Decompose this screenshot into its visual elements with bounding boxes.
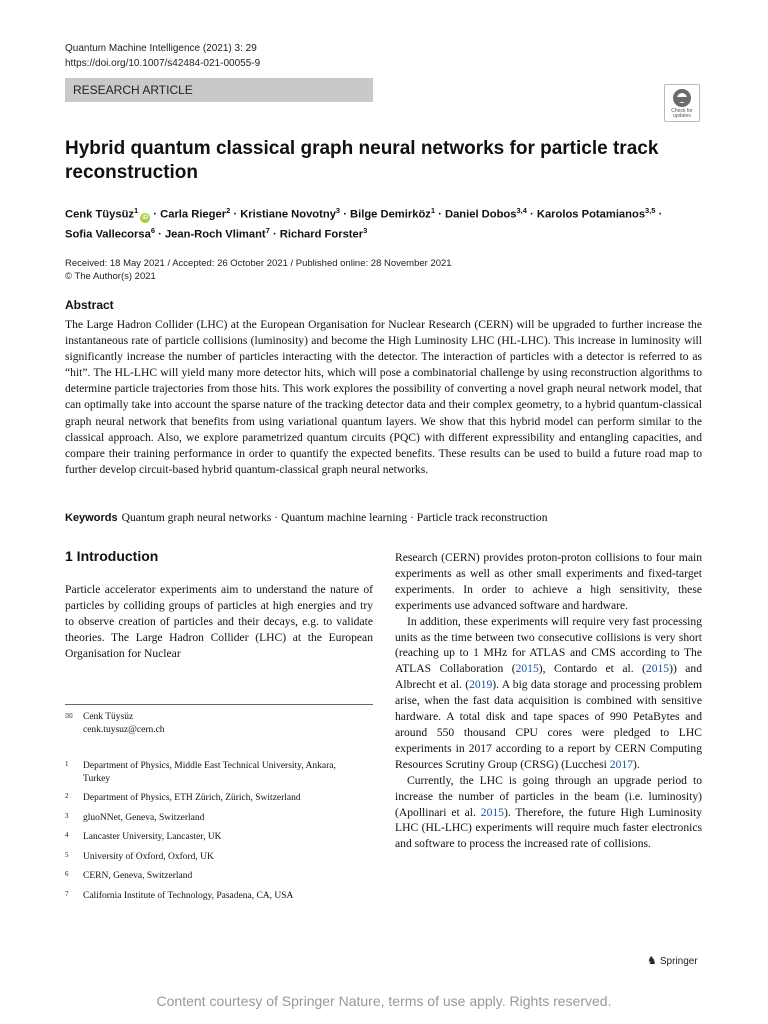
affiliation-item: 4 Lancaster University, Lancaster, UK bbox=[65, 831, 222, 842]
affiliations-list bbox=[65, 760, 365, 909]
copyright-line: © The Author(s) 2021 bbox=[65, 271, 156, 282]
column-left bbox=[65, 582, 373, 662]
author-name[interactable]: Jean-Roch Vlimant bbox=[164, 228, 266, 241]
author-affiliation: 2 bbox=[226, 206, 231, 215]
author-name[interactable]: Richard Forster bbox=[279, 228, 364, 241]
article-type-banner: RESEARCH ARTICLE bbox=[65, 78, 373, 102]
received-accepted-published: Received: 18 May 2021 / Accepted: 26 October 2021 / Published online: 28 November 2021 bbox=[65, 258, 452, 269]
section-heading-introduction: 1 Introduction bbox=[65, 548, 159, 564]
author-affiliation: 3,4 bbox=[516, 206, 527, 215]
author-name[interactable]: Karolos Potamianos bbox=[536, 208, 646, 221]
paragraph: Currently, the LHC is going through an upgrade period to increase the number of particles in the beam (i.e. luminosity) (Apollinari et al. 2015). Therefore, the future High Luminosity LHC (HL-LHC) experiments will require much faster electronics and software to process the increased rate of collisions. bbox=[395, 773, 702, 851]
citation-link[interactable]: 2015 bbox=[515, 662, 539, 676]
affiliation-item: 7 California Institute of Technology, Pasadena, CA, USA bbox=[65, 889, 294, 901]
citation-link[interactable]: 2017 bbox=[609, 757, 633, 771]
publisher-name: Springer bbox=[659, 956, 698, 967]
springer-horse-icon: ♞ bbox=[647, 955, 657, 967]
paragraph: Research (CERN) provides proton-proton collisions to four main experiments as well as other small experiments and fixed-target experiments. In order to achieve a high sensitivity, these experiments use advanced software and hardware. bbox=[395, 551, 702, 612]
paper-title: Hybrid quantum classical graph neural networks for particle track reconstruction bbox=[65, 138, 659, 183]
author-name[interactable]: Sofia Vallecorsa bbox=[65, 228, 151, 241]
author-affiliation: 1 bbox=[134, 206, 139, 215]
publisher-logo bbox=[647, 954, 698, 967]
author-name[interactable]: Kristiane Novotny bbox=[240, 208, 336, 221]
publication-dates bbox=[65, 257, 452, 283]
affiliation-item: 2 Department of Physics, ETH Zürich, Zürich, Switzerland bbox=[65, 792, 301, 803]
author-affiliation: 3 bbox=[335, 206, 341, 215]
check-updates-icon bbox=[672, 88, 692, 108]
affiliation-item: 3 gluoNNet, Geneva, Switzerland bbox=[65, 811, 205, 823]
author-affiliation: 3 bbox=[363, 225, 368, 235]
corresponding-email[interactable]: cenk.tuysuz@cern.ch bbox=[83, 725, 165, 735]
paragraph: In addition, these experiments will require very fast processing units as the time between two consecutive collisions is very short (reaching up to 1 MHz for ATLAS and CMS according to The ATLAS Collaboration (2015), Contardo et al. (2015)) and Albrecht et al. (2019). A big data storage and processing problem arise, when the fast data acquisition is combined with sensitive hardware. A total disk and tape spaces of 990 PetaBytes and around 550 thousand CPU cores were pledged to LHC experiments in 2017 according to a report by CERN Computing Resources Scrutiny Group (CRSG) (Lucchesi 2017). bbox=[395, 614, 702, 771]
footer-notice: Content courtesy of Springer Nature, terms of use apply. Rights reserved. bbox=[156, 993, 612, 1009]
author-affiliation: 1 bbox=[430, 206, 436, 215]
check-updates-label: Check for updates bbox=[671, 108, 693, 119]
affiliation-item: 1 Department of Physics, Middle East Technical University, Ankara, Turkey bbox=[65, 760, 336, 784]
author-name[interactable]: Bilge Demirköz bbox=[350, 208, 431, 221]
author-affiliation: 7 bbox=[265, 225, 270, 235]
envelope-icon: ✉ bbox=[65, 712, 73, 722]
abstract-text: The Large Hadron Collider (LHC) at the European Organisation for Nuclear Research (CERN) will be upgraded to further increase the instantaneous rate of particle collisions (luminosity) and become the High Luminosity LHC (HL-LHC). This increase in luminosity will significantly increase the number of particles interacting with the detector. The interaction of particles with a detector is referred to as “hit”. The HL-LHC will yield many more detector hits, which will pose a combinatorial challenge by using reconstruction algorithms to determine particle trajectories from those hits. This work explores the possibility of converting a novel graph neural network model, that can optimally take into account the sparse nature of the tracking detector data and their complex geometry, to a hybrid quantum-classical graph neural network that benefits from using variational quantum layers. We show that this hybrid model can perform similar to the classical approach. Also, we explore parametrized quantum circuits (PQC) with different expressibility and entangling capacities, and compare their training performance in order to quantify the expected benefits. These results can be used to build a future road map to further develop circuit-based hybrid quantum-classical graph neural networks. bbox=[65, 318, 702, 476]
author-name[interactable]: Daniel Dobos bbox=[445, 208, 517, 221]
citation-link[interactable]: 2019 bbox=[469, 678, 493, 692]
affiliation-item: 5 University of Oxford, Oxford, UK bbox=[65, 850, 214, 862]
check-for-updates-badge[interactable] bbox=[664, 84, 700, 122]
citation-link[interactable]: 2015 bbox=[645, 662, 670, 676]
keywords-label: Keywords bbox=[65, 512, 118, 524]
keywords-text: Quantum graph neural networks · Quantum machine learning · Particle track reconstruction bbox=[121, 511, 548, 524]
correspondence-block bbox=[65, 711, 165, 737]
abstract-heading: Abstract bbox=[65, 298, 114, 312]
citation-link[interactable]: 2015 bbox=[480, 805, 504, 819]
corresponding-author: Cenk Tüysüz bbox=[83, 712, 134, 722]
journal-citation: Quantum Machine Intelligence (2021) 3: 29 bbox=[65, 43, 257, 54]
author-affiliation: 3,5 bbox=[645, 206, 656, 215]
keywords-line bbox=[65, 511, 548, 524]
doi-link[interactable]: https://doi.org/10.1007/s42484-021-00055-9 bbox=[65, 58, 261, 69]
affiliation-item: 6 CERN, Geneva, Switzerland bbox=[65, 870, 193, 881]
column-right bbox=[395, 550, 702, 852]
orcid-icon[interactable]: iD bbox=[142, 214, 149, 221]
author-list: Cenk Tüysüz$^1$iD · Carla Rieger$^2$ · Kristiane Novotny$^3$ · Bilge Demirköz$^1$ · Daniel Dobos$^{3,4}$ · Karolos Potamianos$^{3,5}$ · Sofia Vallecorsa$^6$ · Jean-Roch Vlimant$^7$ · Richard Forster$^3$ bbox=[65, 206, 663, 241]
author-name[interactable]: Carla Rieger bbox=[160, 208, 227, 221]
paragraph: Particle accelerator experiments aim to understand the nature of particles by colliding groups of particles at high energies and try to observe creation of particles and their decays, e.g. to validate theories. The Large Hadron Collider (LHC) at the European Organisation for Nuclear bbox=[65, 583, 373, 660]
footnote-divider bbox=[65, 704, 373, 705]
author-name[interactable]: Cenk Tüysüz bbox=[65, 208, 135, 221]
author-affiliation: 6 bbox=[150, 225, 155, 235]
journal-header bbox=[65, 41, 260, 71]
